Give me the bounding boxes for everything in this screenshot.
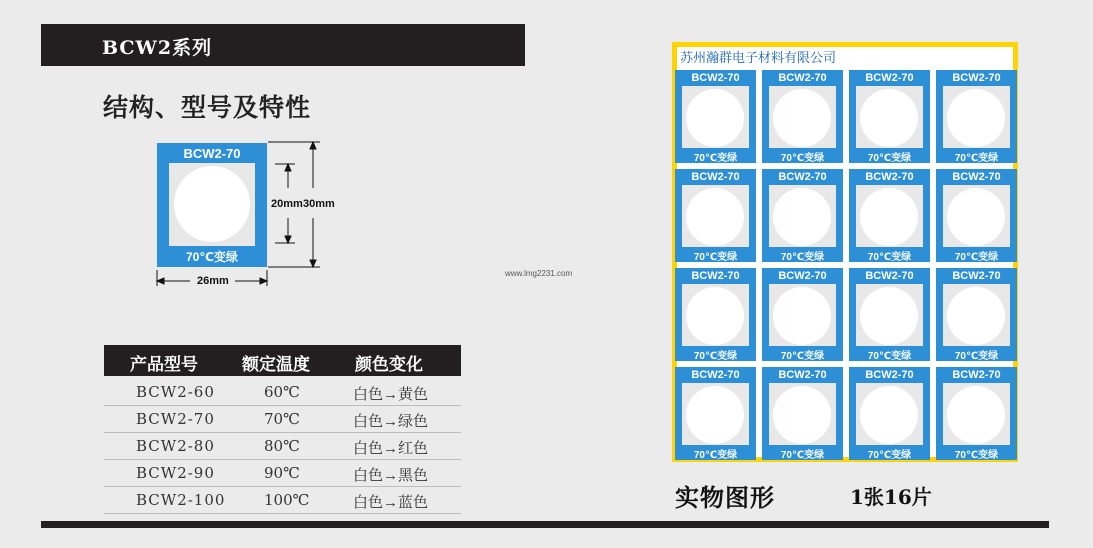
sheet-label-temp: 70℃变绿 [693, 153, 738, 164]
indicator-dot [686, 386, 744, 444]
caption-physical: 实物图形 [675, 483, 775, 512]
indicator-dot [686, 89, 744, 147]
cell-model: BCW2-100 [136, 491, 226, 509]
sheet-label-temp: 70℃变绿 [780, 252, 825, 263]
indicator-dot [947, 188, 1005, 246]
sheet-label-model: BCW2-70 [778, 369, 827, 381]
dim-inner-label: 20mm [271, 198, 303, 210]
sheet-label-window [682, 383, 749, 445]
cell-color: 白色→黄色 [353, 386, 429, 403]
sheet-label [849, 70, 930, 163]
sheet-label-model: BCW2-70 [865, 171, 914, 183]
indicator-dot [860, 287, 918, 345]
sheet-label-temp: 70℃变绿 [780, 450, 825, 461]
sheet-label-model: BCW2-70 [865, 72, 914, 84]
sheet-label-model: BCW2-70 [778, 171, 827, 183]
sheet-label-window [682, 86, 749, 148]
sheet-label [675, 169, 756, 262]
sheet-label [762, 70, 843, 163]
sheet-label-model: BCW2-70 [691, 369, 740, 381]
dim-outer-label: 30mm [303, 198, 335, 210]
indicator-dot [860, 89, 918, 147]
sheet-label [849, 169, 930, 262]
indicator-dot [860, 386, 918, 444]
label-model: BCW2-70 [183, 146, 241, 161]
indicator-dot [947, 287, 1005, 345]
indicator-dot [686, 287, 744, 345]
sheet-label-temp: 70℃变绿 [867, 450, 912, 461]
watermark: www.lmg2231.com [505, 269, 573, 278]
indicator-dot [686, 188, 744, 246]
indicator-dot [773, 386, 831, 444]
sheet-label [936, 367, 1017, 460]
sheet-label-window [943, 185, 1010, 247]
dimension-lines [150, 138, 350, 288]
table-row [104, 405, 461, 433]
section-heading: 结构、型号及特性 [103, 93, 312, 122]
sheet-label-model: BCW2-70 [865, 369, 914, 381]
sheet-label-window [682, 185, 749, 247]
sheet-label-window [943, 86, 1010, 148]
sheet-label-model: BCW2-70 [691, 171, 740, 183]
sheet-label-window [856, 185, 923, 247]
sheet-company-name: 苏州瀚群电子材料有限公司 [677, 47, 1013, 64]
sheet-label [675, 367, 756, 460]
th-color: 颜色变化 [355, 355, 423, 374]
sheet-label-temp: 70℃变绿 [954, 450, 999, 461]
cell-temp: 60℃ [264, 383, 300, 401]
th-model: 产品型号 [130, 355, 198, 374]
bottom-rule [41, 521, 1049, 528]
indicator-dot [773, 89, 831, 147]
sheet-label-model: BCW2-70 [952, 369, 1001, 381]
sheet-label-window [856, 383, 923, 445]
cell-color: 白色→蓝色 [353, 494, 429, 511]
cell-temp: 70℃ [264, 410, 300, 428]
cell-model: BCW2-70 [136, 410, 215, 428]
sheet-label [675, 70, 756, 163]
sheet-label-temp: 70℃变绿 [780, 351, 825, 362]
sheet-label-model: BCW2-70 [778, 72, 827, 84]
sheet-label-temp: 70℃变绿 [954, 252, 999, 263]
table-row [104, 459, 461, 487]
sheet-label [849, 367, 930, 460]
sheet-label-window [943, 383, 1010, 445]
indicator-dot [947, 89, 1005, 147]
sheet-label [936, 169, 1017, 262]
table-row [104, 432, 461, 460]
sheet-label [849, 268, 930, 361]
sheet-label [675, 268, 756, 361]
th-temp: 额定温度 [242, 355, 310, 374]
dim-width-label: 26mm [197, 275, 229, 287]
sheet-label [936, 70, 1017, 163]
sheet-label-temp: 70℃变绿 [954, 351, 999, 362]
indicator-dot [773, 287, 831, 345]
sheet-label-window [682, 284, 749, 346]
cell-color: 白色→绿色 [353, 413, 429, 430]
caption-quantity: 1张16片 [850, 485, 932, 509]
cell-model: BCW2-60 [136, 383, 215, 401]
sheet-label-model: BCW2-70 [952, 171, 1001, 183]
sheet-label-temp: 70℃变绿 [693, 351, 738, 362]
cell-color: 白色→黑色 [353, 467, 429, 484]
sheet-label-temp: 70℃变绿 [954, 153, 999, 164]
cell-temp: 90℃ [264, 464, 300, 482]
indicator-dot [860, 188, 918, 246]
series-title: BCW2系列 [102, 37, 213, 59]
sheet-label-window [943, 284, 1010, 346]
sheet-label-window [769, 86, 836, 148]
sheet-label-temp: 70℃变绿 [867, 153, 912, 164]
sheet-label-temp: 70℃变绿 [693, 450, 738, 461]
sheet-label [762, 268, 843, 361]
sheet-label-model: BCW2-70 [691, 72, 740, 84]
sheet-label-window [856, 86, 923, 148]
sheet-label-temp: 70℃变绿 [867, 351, 912, 362]
cell-temp: 100℃ [264, 491, 310, 509]
sheet-label [762, 367, 843, 460]
sheet-label-temp: 70℃变绿 [867, 252, 912, 263]
table-row [104, 486, 461, 514]
cell-model: BCW2-90 [136, 464, 215, 482]
sheet-label-temp: 70℃变绿 [693, 252, 738, 263]
label-temp: 70℃变绿 [186, 250, 238, 264]
sheet-label-window [769, 383, 836, 445]
sheet-label-model: BCW2-70 [778, 270, 827, 282]
indicator-dot [947, 386, 1005, 444]
indicator-dot [773, 188, 831, 246]
cell-color: 白色→红色 [353, 440, 429, 457]
sheet-label-model: BCW2-70 [952, 72, 1001, 84]
cell-temp: 80℃ [264, 437, 300, 455]
sheet-label-temp: 70℃变绿 [780, 153, 825, 164]
table-row [104, 378, 461, 406]
sheet-label-model: BCW2-70 [865, 270, 914, 282]
sheet-label-model: BCW2-70 [691, 270, 740, 282]
cell-model: BCW2-80 [136, 437, 215, 455]
sheet-label [936, 268, 1017, 361]
sheet-label [762, 169, 843, 262]
sheet-label-window [769, 284, 836, 346]
sheet-label-window [856, 284, 923, 346]
sheet-label-model: BCW2-70 [952, 270, 1001, 282]
sheet-label-window [769, 185, 836, 247]
